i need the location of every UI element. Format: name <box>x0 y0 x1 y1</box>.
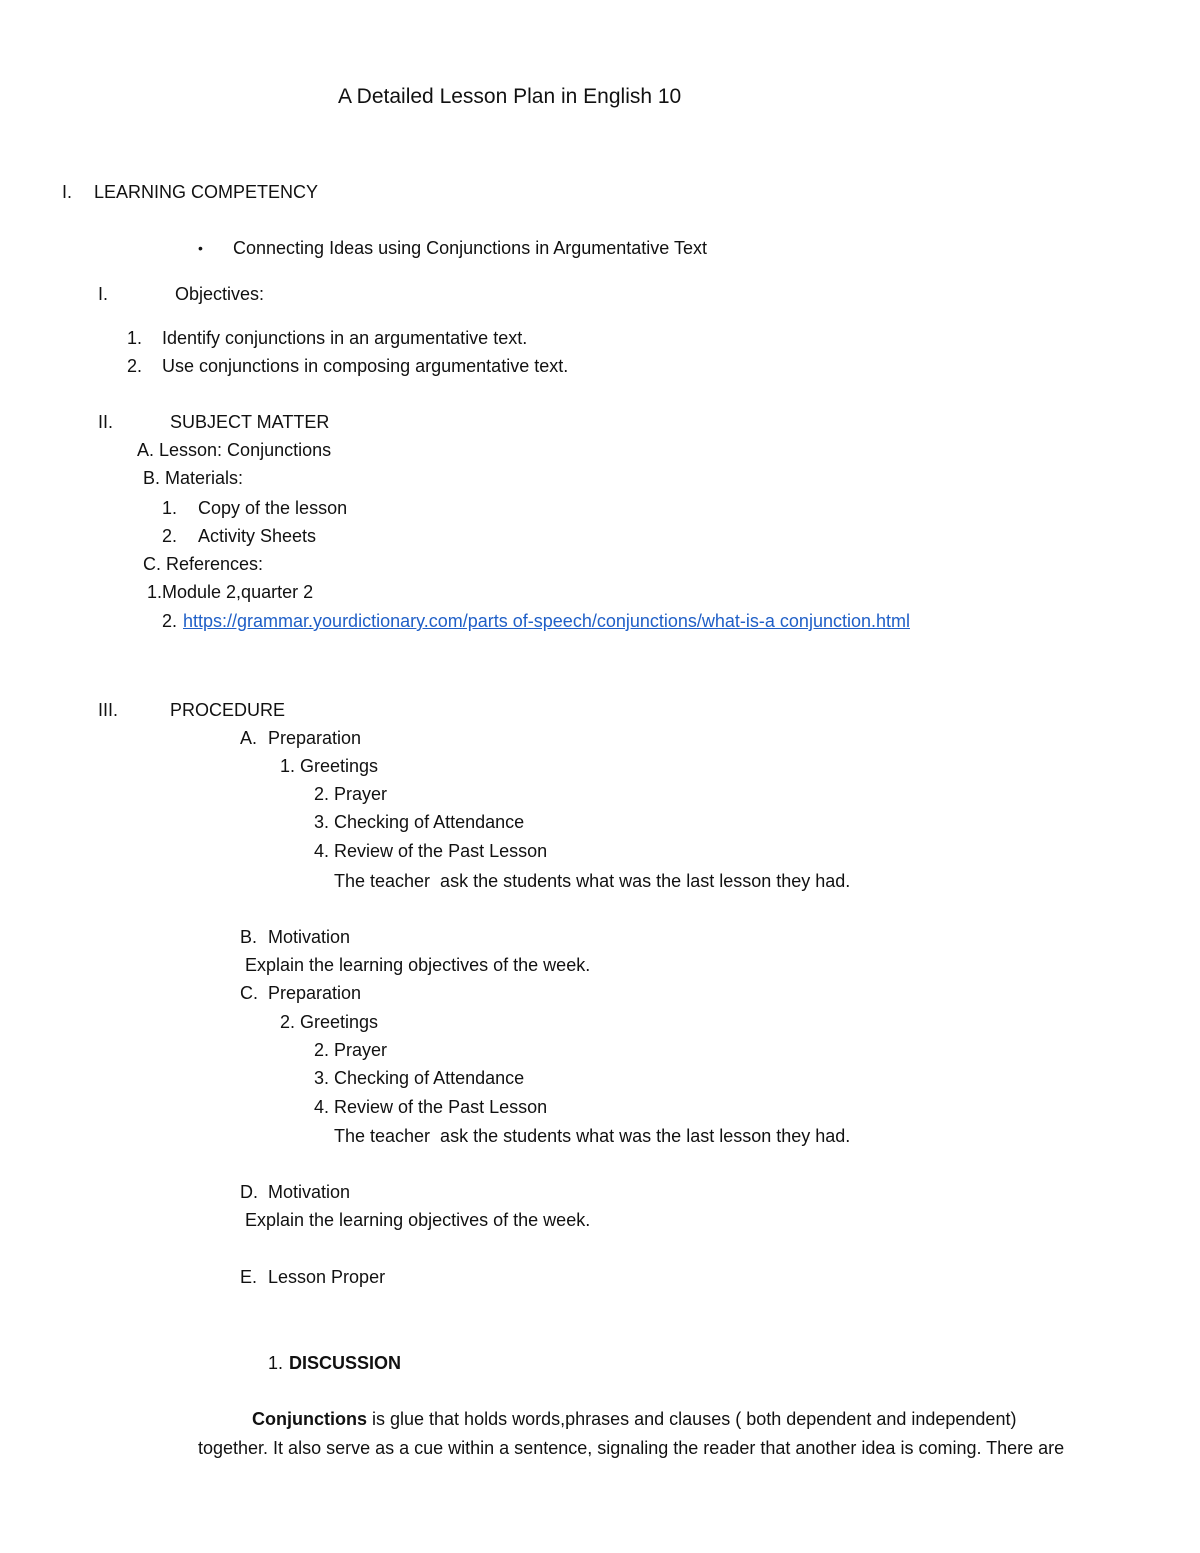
procedure-substep: 2. Prayer <box>314 784 388 804</box>
section-number: III. <box>98 700 119 720</box>
material-number: 2. <box>162 526 178 546</box>
objective-number: 2. <box>127 356 143 376</box>
procedure-label: C. <box>240 983 258 1003</box>
reference-item: 1.Module 2,quarter 2 <box>147 582 314 602</box>
document-title: A Detailed Lesson Plan in English 10 <box>338 85 682 108</box>
competency-item: Connecting Ideas using Conjunctions in Argumentative Text <box>233 238 707 258</box>
objective-item: Identify conjunctions in an argumentative text. <box>162 328 528 348</box>
procedure-substep: 4. Review of the Past Lesson <box>314 1097 548 1117</box>
lesson-line: A. Lesson: Conjunctions <box>137 440 332 460</box>
procedure-label: A. <box>240 728 258 748</box>
materials-line: B. Materials: <box>143 468 244 488</box>
procedure-label: E. <box>240 1267 258 1287</box>
objectives-number: I. <box>98 284 109 304</box>
discussion-paragraph-line: together. It also serve as a cue within a sentence, signaling the reader that another idea is coming. There are <box>198 1438 1065 1458</box>
reference-link[interactable]: https://grammar.yourdictionary.com/parts of-speech/conjunctions/what-is-a conjunction.html <box>183 611 910 631</box>
procedure-note: The teacher ask the students what was the last lesson they had. <box>334 871 851 891</box>
procedure-substep: 1. Greetings <box>280 756 379 776</box>
procedure-step: Lesson Proper <box>268 1267 386 1287</box>
procedure-step: Preparation <box>268 728 362 748</box>
section-heading-subject-matter: SUBJECT MATTER <box>170 412 330 432</box>
procedure-note: Explain the learning objectives of the week. <box>245 1210 591 1230</box>
procedure-step: Motivation <box>268 1182 351 1202</box>
section-heading-procedure: PROCEDURE <box>170 700 286 720</box>
objective-number: 1. <box>127 328 143 348</box>
objective-item: Use conjunctions in composing argumentative text. <box>162 356 569 376</box>
section-number: I. <box>62 182 73 202</box>
procedure-substep: 2. Prayer <box>314 1040 388 1060</box>
discussion-heading: DISCUSSION <box>289 1353 402 1373</box>
objectives-heading: Objectives: <box>175 284 265 304</box>
bullet-icon: • <box>198 240 203 256</box>
section-number: II. <box>98 412 114 432</box>
discussion-text: is glue that holds words,phrases and clauses ( both dependent and independent) <box>367 1409 1017 1429</box>
reference-number: 2. <box>162 611 178 631</box>
discussion-paragraph-line <box>252 1408 1016 1430</box>
material-number: 1. <box>162 498 178 518</box>
procedure-substep: 4. Review of the Past Lesson <box>314 841 548 861</box>
material-item: Activity Sheets <box>198 526 317 546</box>
procedure-substep: 3. Checking of Attendance <box>314 812 525 832</box>
procedure-step: Motivation <box>268 927 351 947</box>
procedure-note: The teacher ask the students what was the last lesson they had. <box>334 1126 851 1146</box>
procedure-substep: 3. Checking of Attendance <box>314 1068 525 1088</box>
material-item: Copy of the lesson <box>198 498 348 518</box>
discussion-term: Conjunctions <box>252 1409 367 1429</box>
section-heading-learning-competency: LEARNING COMPETENCY <box>94 182 319 202</box>
references-line: C. References: <box>143 554 264 574</box>
procedure-step: Preparation <box>268 983 362 1003</box>
discussion-number: 1. <box>268 1353 284 1373</box>
procedure-note: Explain the learning objectives of the week. <box>245 955 591 975</box>
procedure-label: D. <box>240 1182 258 1202</box>
procedure-substep: 2. Greetings <box>280 1012 379 1032</box>
procedure-label: B. <box>240 927 258 947</box>
